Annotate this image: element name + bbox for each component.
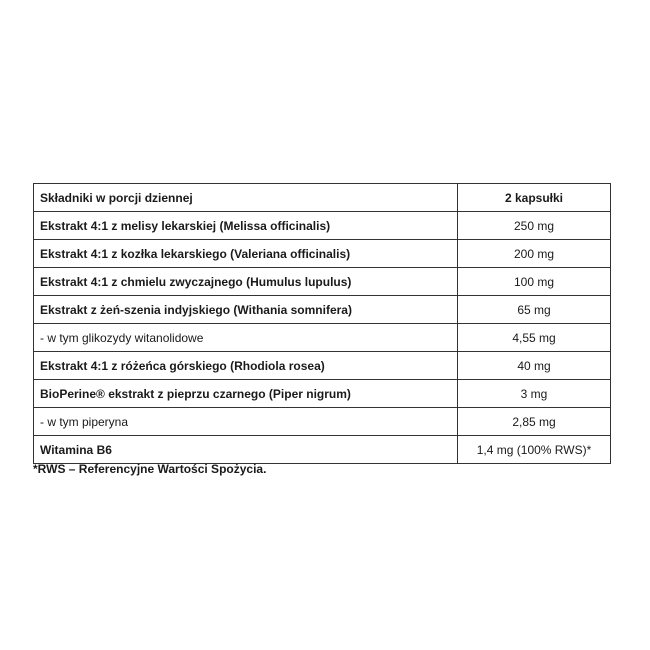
ingredient-amount: 2,85 mg — [458, 408, 611, 436]
table-row — [34, 212, 611, 240]
table-row — [34, 408, 611, 436]
table-row — [34, 352, 611, 380]
table-row — [34, 268, 611, 296]
ingredient-name: Ekstrakt z żeń-szenia indyjskiego (Withania somnifera) — [34, 296, 458, 324]
table-row — [34, 240, 611, 268]
ingredient-name: - w tym piperyna — [34, 408, 458, 436]
table-row — [34, 380, 611, 408]
ingredient-name: Ekstrakt 4:1 z różeńca górskiego (Rhodiola rosea) — [34, 352, 458, 380]
ingredient-amount: 4,55 mg — [458, 324, 611, 352]
ingredient-amount: 40 mg — [458, 352, 611, 380]
ingredient-amount: 200 mg — [458, 240, 611, 268]
ingredient-name: Witamina B6 — [34, 436, 458, 464]
table-row — [34, 296, 611, 324]
ingredient-name: BioPerine® ekstrakt z pieprzu czarnego (Piper nigrum) — [34, 380, 458, 408]
rws-footnote: *RWS – Referencyjne Wartości Spożycia. — [33, 462, 267, 476]
ingredients-table-container — [33, 183, 611, 464]
header-dose: 2 kapsułki — [458, 184, 611, 212]
table-row — [34, 324, 611, 352]
header-ingredients: Składniki w porcji dziennej — [34, 184, 458, 212]
ingredient-amount: 100 mg — [458, 268, 611, 296]
table-header-row — [34, 184, 611, 212]
ingredient-name: Ekstrakt 4:1 z kozłka lekarskiego (Valeriana officinalis) — [34, 240, 458, 268]
table-row — [34, 436, 611, 464]
ingredient-amount: 1,4 mg (100% RWS)* — [458, 436, 611, 464]
ingredient-name: Ekstrakt 4:1 z melisy lekarskiej (Melissa officinalis) — [34, 212, 458, 240]
ingredient-amount: 3 mg — [458, 380, 611, 408]
ingredient-amount: 65 mg — [458, 296, 611, 324]
ingredients-table — [33, 183, 611, 464]
ingredient-name: Ekstrakt 4:1 z chmielu zwyczajnego (Humulus lupulus) — [34, 268, 458, 296]
ingredient-amount: 250 mg — [458, 212, 611, 240]
ingredient-name: - w tym glikozydy witanolidowe — [34, 324, 458, 352]
